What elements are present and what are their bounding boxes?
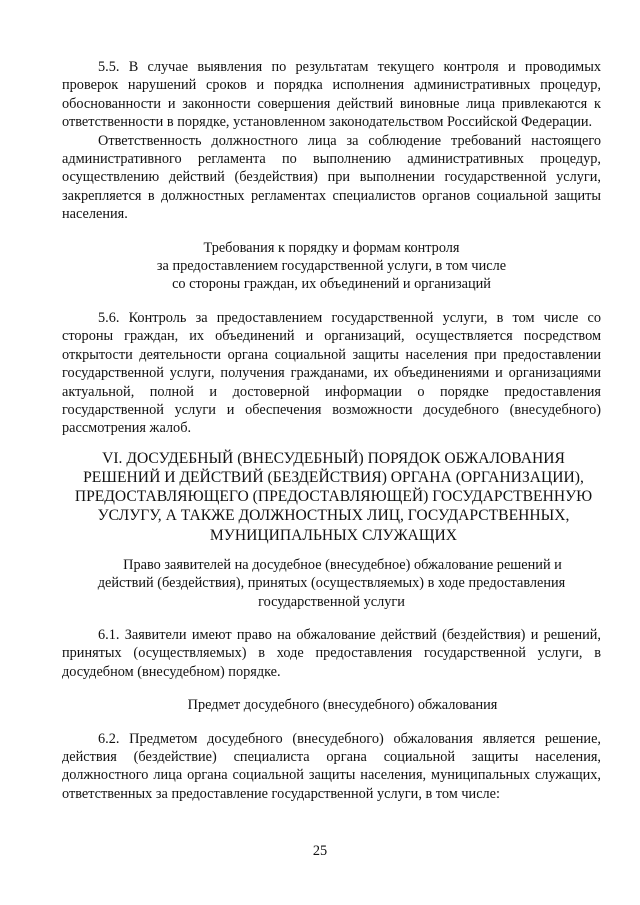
paragraph-5-5-responsibility: Ответственность должностного лица за соблюдение требований настоящего административного регламента по выполнению административных процедур, осуществлению действий (бездействия) при выполнении государственной услуги, закрепляется в должностных регламентах специалистов органов социальной защиты населения. (62, 132, 601, 223)
document-page (62, 58, 601, 803)
heading-appeal-right (62, 556, 601, 611)
heading-appeal-subject: Предмет досудебного (внесудебного) обжалования (187, 697, 498, 714)
heading-line: за предоставлением государственной услуги, в том числе (156, 258, 507, 275)
heading-line: Право заявителей на досудебное (внесудебное) обжалование решений и (123, 556, 562, 573)
section-heading-line: МУНИЦИПАЛЬНЫХ СЛУЖАЩИХ (209, 526, 458, 544)
heading-line: Требования к порядку и формам контроля (203, 239, 460, 256)
section-heading-line: УСЛУГУ, А ТАКЖЕ ДОЛЖНОСТНЫХ ЛИЦ, ГОСУДАРСТВЕННЫХ, (97, 507, 570, 525)
heading-line: действий (бездействия), принятых (осуществляемых) в ходе предоставления (97, 575, 566, 592)
heading-control-requirements (62, 239, 601, 294)
paragraph-5-6: 5.6. Контроль за предоставлением государственной услуги, в том числе со стороны граждан, их объединений и организаций, осуществляется посредством открытости деятельности органа социальной защиты населения при предоставлении государственной услуги, получения гражданами, их объединениями и организациями актуальной, полной и достоверной информации о порядке предоставления государственной услуги и обеспечения возможности досудебного (внесудебного) рассмотрения жалоб. (62, 309, 601, 437)
section-heading-line: VI. ДОСУДЕБНЫЙ (ВНЕСУДЕБНЫЙ) ПОРЯДОК ОБЖАЛОВАНИЯ (102, 449, 565, 467)
section-heading-line: ПРЕДОСТАВЛЯЮЩЕГО (ПРЕДОСТАВЛЯЮЩЕЙ) ГОСУДАРСТВЕННУЮ (74, 488, 593, 506)
section-heading-line: РЕШЕНИЙ И ДЕЙСТВИЙ (БЕЗДЕЙСТВИЯ) ОРГАНА (ОРГАНИЗАЦИИ), (83, 468, 584, 486)
paragraph-5-5: 5.5. В случае выявления по результатам текущего контроля и проводимых проверок нарушений сроков и порядка исполнения административных процедур, обоснованности и законности совершения действий виновные лица привлекаются к ответственности в порядке, установленном законодательством Российской Федерации. (62, 59, 601, 131)
heading-line: со стороны граждан, их объединений и организаций (172, 276, 491, 293)
paragraph-6-1: 6.1. Заявители имеют право на обжалование действий (бездействия) и решений, принятых (осуществляемых) в ходе предоставления государственной услуги, в досудебном (внесудебном) порядке. (62, 626, 601, 680)
paragraph-6-2: 6.2. Предметом досудебного (внесудебного) обжалования является решение, действия (бездействие) специалиста органа социальной защиты населения, должностного лица органа социальной защиты населения, муниципальных служащих, ответственных за предоставление государственной услуги, в том числе: (62, 730, 601, 802)
page-number: 25 (312, 843, 328, 859)
heading-section-vi (62, 449, 601, 545)
heading-line: государственной услуги (258, 593, 405, 610)
